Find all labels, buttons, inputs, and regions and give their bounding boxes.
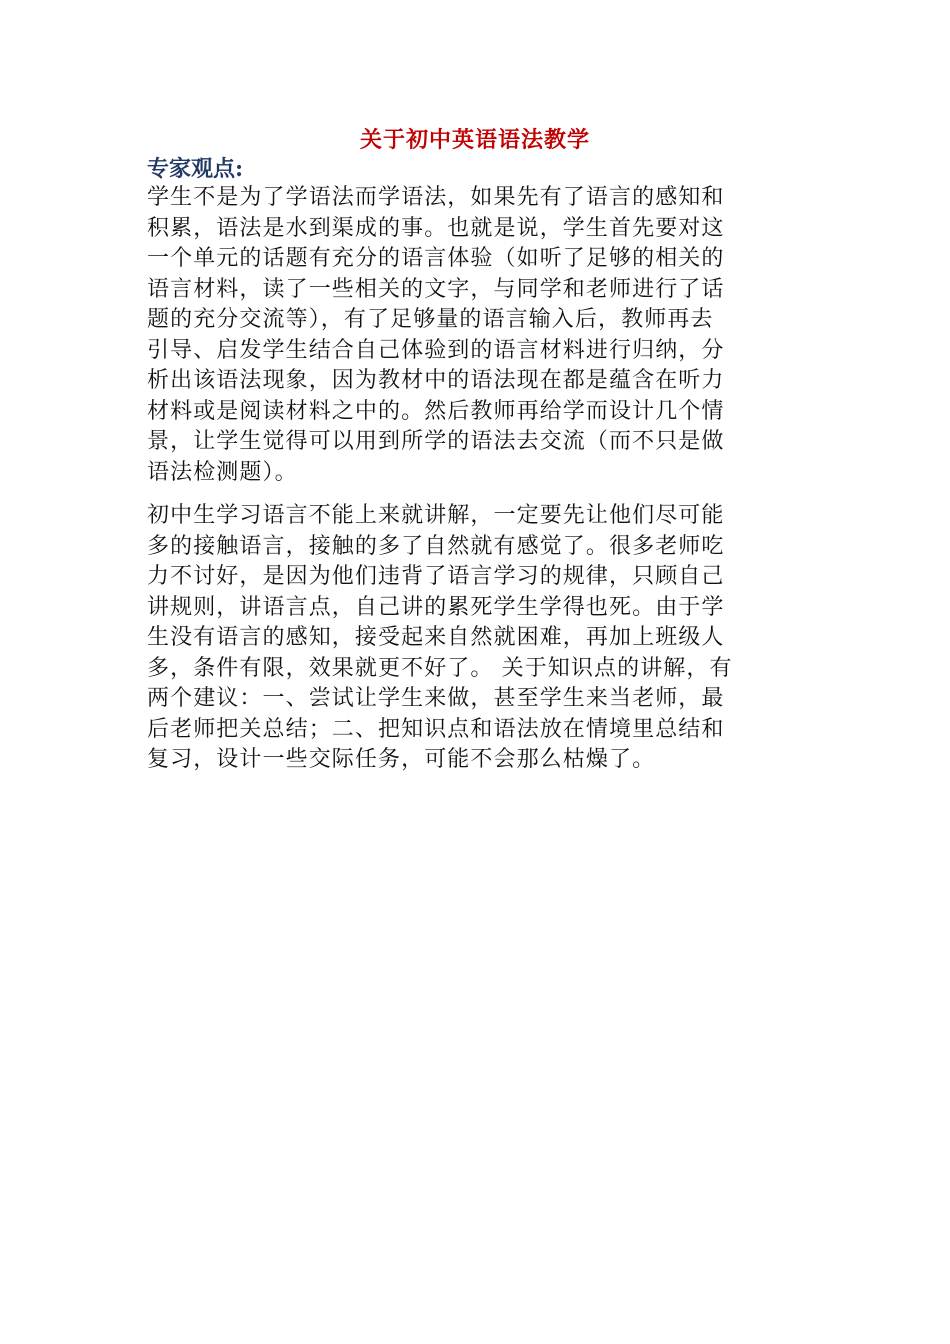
paragraph-line: 材料或是阅读材料之中的。然后教师再给学而设计几个情	[147, 398, 725, 424]
paragraph-line: 生没有语言的感知，接受起来自然就困难，再加上班级人	[147, 625, 725, 650]
paragraph-line: 讲规则，讲语言点，自己讲的累死学生学得也死。由于学	[147, 594, 725, 620]
paragraph-line: 多的接触语言，接触的多了自然就有感觉了。很多老师吃	[147, 533, 725, 559]
paragraph-line: 积累，语法是水到渠成的事。也就是说，学生首先要对这	[147, 215, 725, 241]
document-title: 关于初中英语语法教学	[359, 127, 590, 153]
paragraph-teaching-advice	[147, 501, 802, 776]
paragraph-line: 初中生学习语言不能上来就讲解，一定要先让他们尽可能	[147, 503, 725, 528]
paragraph-line: 学生不是为了学语法而学语法，如果先有了语言的感知和	[147, 185, 725, 210]
paragraph-line: 一个单元的话题有充分的语言体验（如听了足够的相关的	[147, 246, 725, 271]
paragraph-line: 引导、启发学生结合自己体验到的语言材料进行归纳，分	[147, 337, 725, 363]
paragraph-expert-view	[147, 183, 802, 488]
paragraph-line: 复习，设计一些交际任务，可能不会那么枯燥了。	[147, 747, 656, 772]
paragraph-line: 多，条件有限，效果就更不好了。 关于知识点的讲解，有	[147, 655, 733, 681]
paragraph-line: 题的充分交流等），有了足够量的语言输入后，教师再去	[147, 307, 714, 332]
paragraph-line: 景，让学生觉得可以用到所学的语法去交流（而不只是做	[147, 429, 725, 454]
paragraph-line: 力不讨好，是因为他们违背了语言学习的规律，只顾自己	[147, 564, 725, 589]
section-heading: 专家观点:	[147, 156, 244, 182]
paragraph-line: 后老师把关总结；二、把知识点和语法放在情境里总结和	[147, 716, 725, 742]
paragraph-line: 析出该语法现象，因为教材中的语法现在都是蕴含在听力	[147, 368, 725, 393]
paragraph-line: 语言材料，读了一些相关的文字，与同学和老师进行了话	[147, 276, 725, 302]
paragraph-line: 语法检测题）。	[147, 459, 298, 485]
paragraph-line: 两个建议：一、尝试让学生来做，甚至学生来当老师，最	[147, 686, 725, 711]
